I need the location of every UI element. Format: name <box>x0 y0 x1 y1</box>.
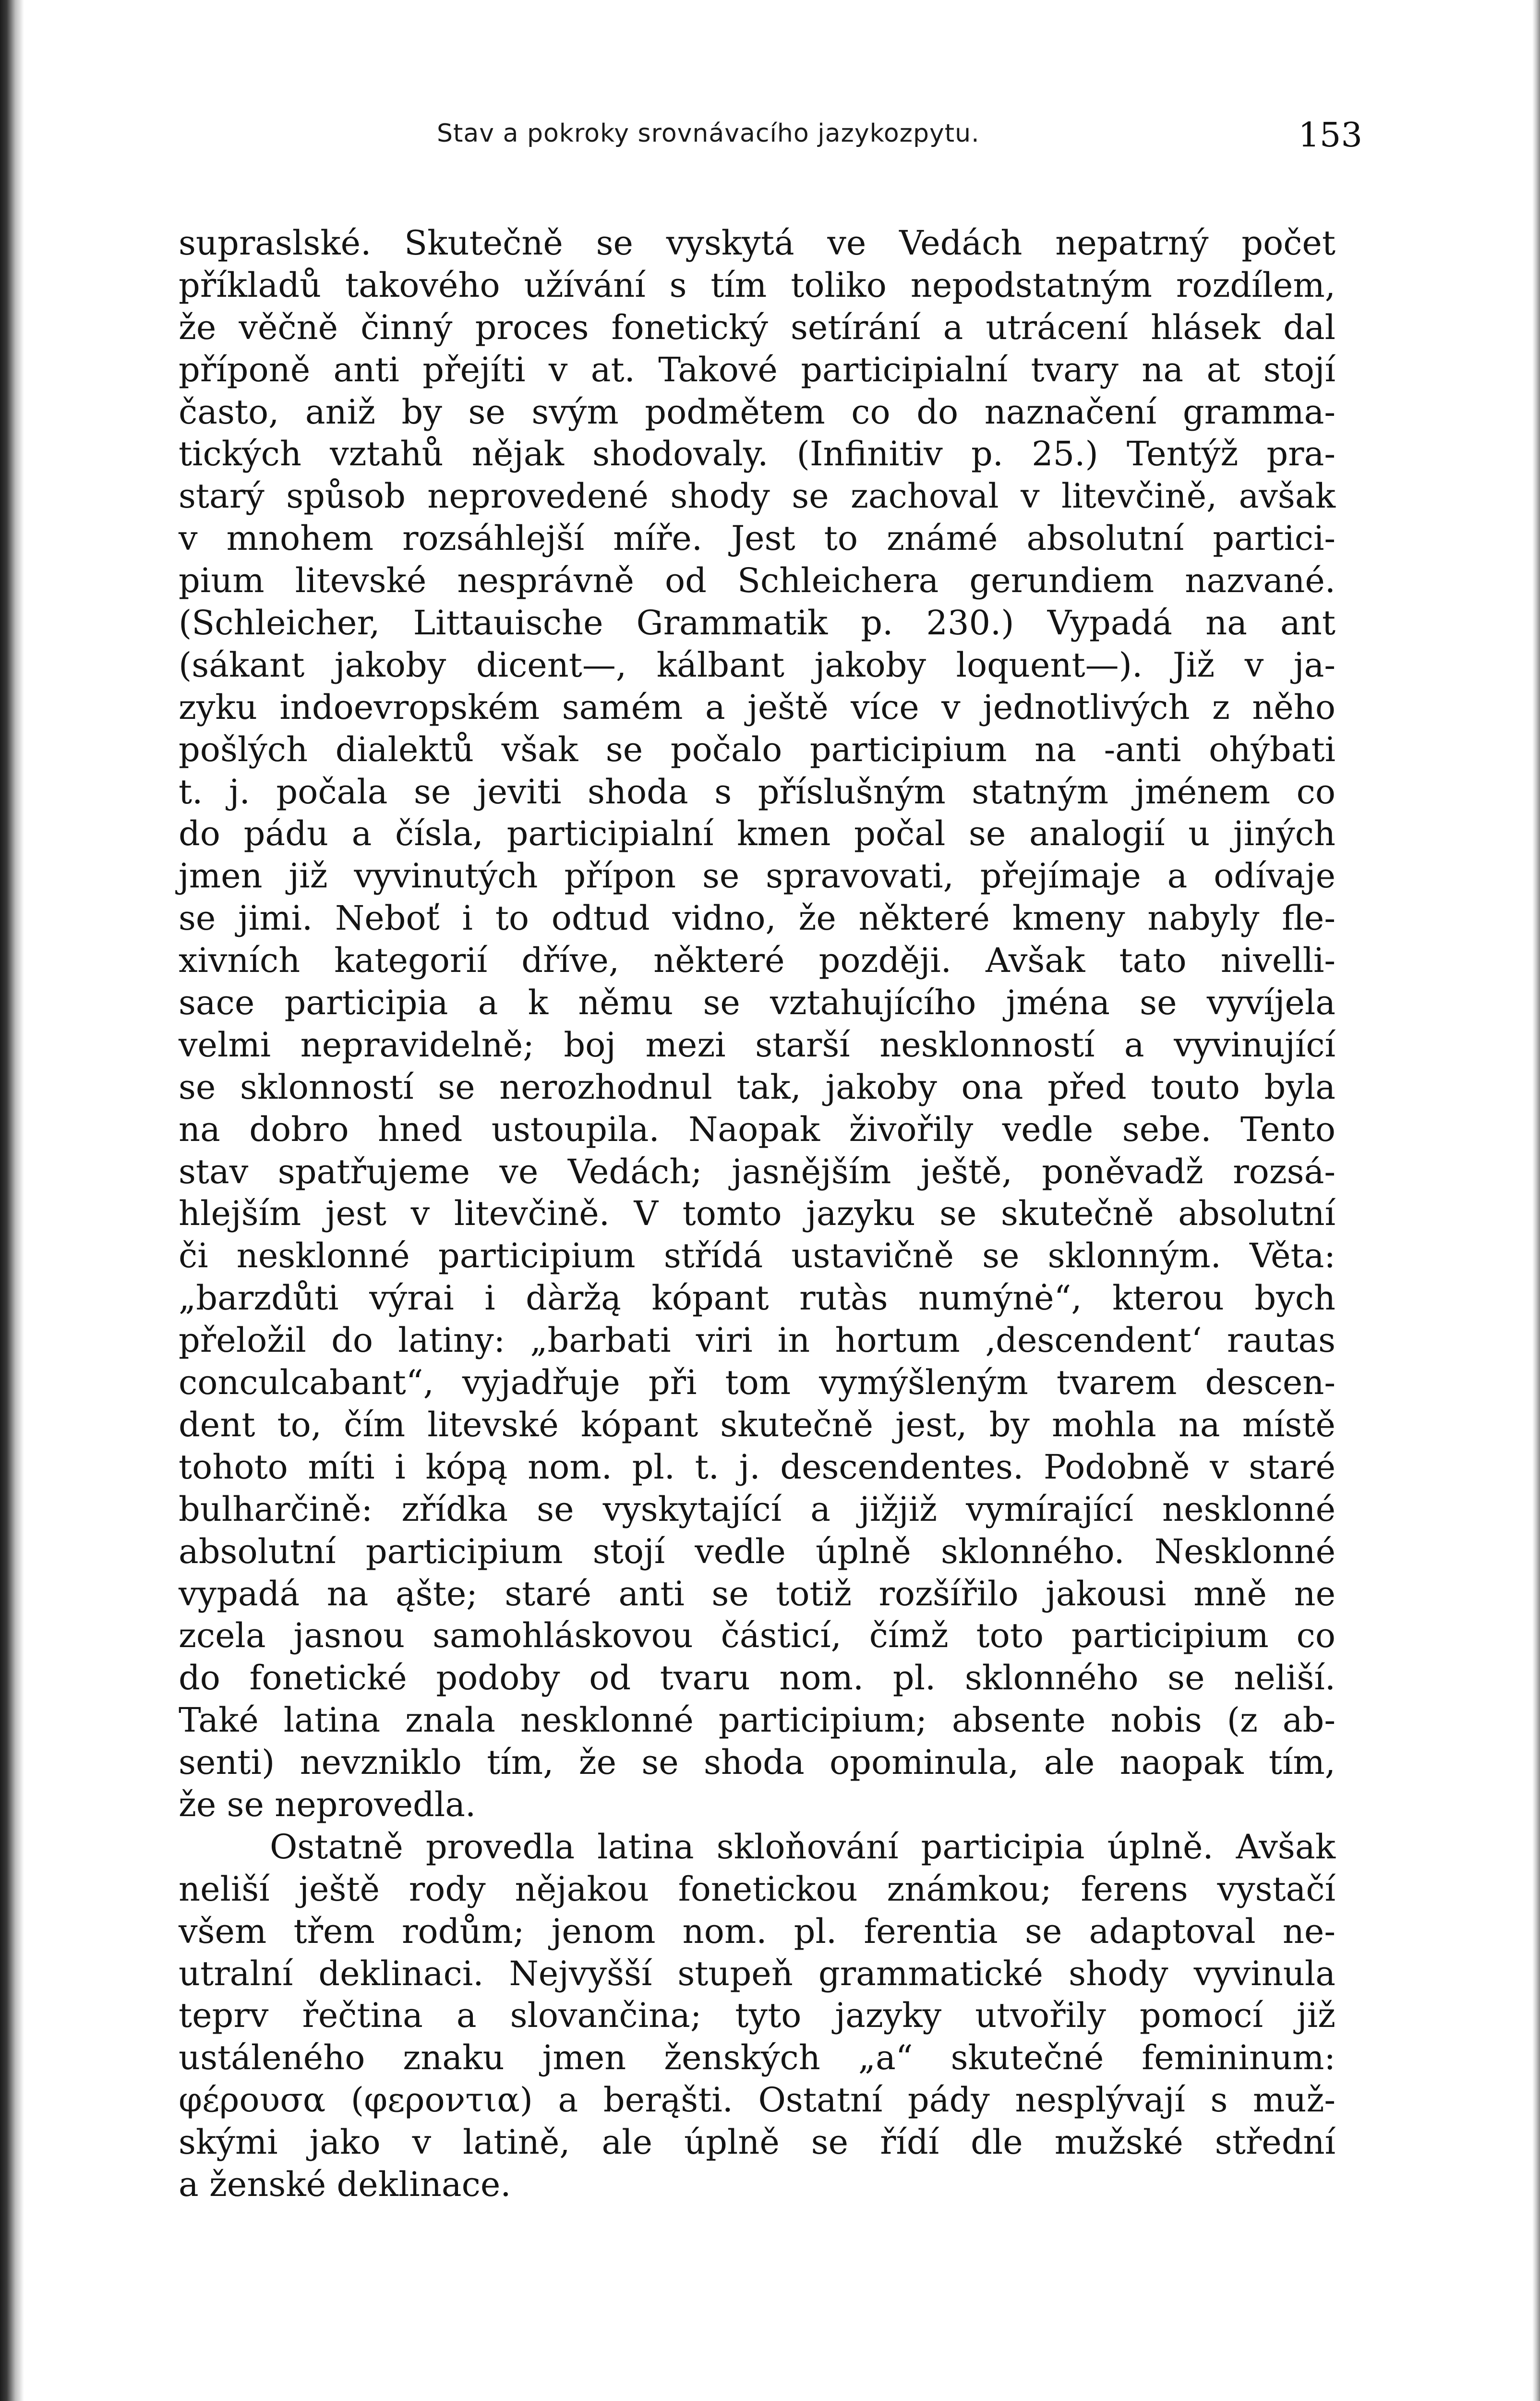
running-title: Stav a pokroky srovnávacího jazykozpytu. <box>437 119 980 148</box>
text-line: bulharčině: zřídka se vyskytající a jižjiž vymírající nesklonné <box>179 1489 1335 1529</box>
text-line: zcela jasnou samohláskovou částicí, čímž toto participium co <box>179 1616 1335 1656</box>
text-line: (Schleicher, Littauische Grammatik p. 230.) Vypadá na ant <box>179 603 1335 643</box>
text-line: pium litevské nesprávně od Schleichera gerundiem nazvané. <box>179 561 1335 601</box>
text-line: t. j. počala se jeviti shoda s příslušným statným jménem co <box>179 772 1335 812</box>
text-line: sace participia a k němu se vztahujícího jména se vyvíjela <box>179 983 1335 1023</box>
text-line: pošlých dialektů však se počalo participium na -anti ohýbati <box>179 729 1335 769</box>
scan-right-edge-shadow <box>1532 0 1540 2401</box>
text-line: velmi nepravidelně; boj mezi starší nesklonností a vyvinující <box>179 1025 1335 1065</box>
text-line: starý spůsob neprovedené shody se zachoval v litevčině, avšak <box>179 476 1335 516</box>
text-line: tohoto míti i kópą nom. pl. t. j. descendentes. Podobně v staré <box>179 1447 1335 1487</box>
text-line: tických vztahů nějak shodovaly. (Infinitiv p. 25.) Tentýž pra- <box>179 434 1335 474</box>
body-text <box>179 222 1335 2206</box>
text-line: že věčně činný proces fonetický setírání a utrácení hlásek dal <box>179 307 1335 347</box>
text-line: a ženské deklinace. <box>179 2164 511 2204</box>
text-line: do fonetické podoby od tvaru nom. pl. sklonného se neliší. <box>179 1658 1335 1698</box>
text-line: supraslské. Skutečně se vyskytá ve Vedách nepatrný počet <box>179 223 1335 263</box>
text-line: neliší ještě rody nějakou fonetickou známkou; ferens vystačí <box>179 1869 1335 1909</box>
text-line: xivních kategorií dříve, některé později. Avšak tato nivelli- <box>179 941 1335 981</box>
text-line: příponě anti přejíti v at. Takové participialní tvary na at stojí <box>179 350 1335 389</box>
text-line: přeložil do latiny: „barbati viri in hortum ‚descendent‘ rautas <box>179 1321 1335 1360</box>
text-line: jmen již vyvinutých přípon se spravovati, přejímaje a odívaje <box>179 856 1335 896</box>
text-line: na dobro hned ustoupila. Naopak živořily vedle sebe. Tento <box>179 1109 1335 1149</box>
text-line: se jimi. Neboť i to odtud vidno, že některé kmeny nabyly fle- <box>179 898 1335 938</box>
text-line: teprv řečtina a slovančina; tyto jazyky utvořily pomocí již <box>179 1996 1335 2036</box>
text-line: v mnohem rozsáhlejší míře. Jest to známé absolutní partici- <box>179 519 1335 558</box>
text-line: Také latina znala nesklonné participium; absente nobis (z ab- <box>179 1700 1335 1740</box>
text-line: či nesklonné participium střídá ustavičně se sklonným. Věta: <box>179 1236 1335 1276</box>
text-line: Ostatně provedla latina skloňování participia úplně. Avšak <box>270 1827 1335 1867</box>
text-line: utralní deklinaci. Nejvyšší stupeň grammatické shody vyvinula <box>179 1953 1335 1993</box>
text-line: příkladů takového užívání s tím toliko nepodstatným rozdílem, <box>179 265 1335 305</box>
text-line: dent to, čím litevské kópant skutečně jest, by mohla na místě <box>179 1405 1335 1444</box>
text-line: stav spatřujeme ve Vedách; jasnějším ještě, poněvadž rozsá- <box>179 1152 1335 1191</box>
text-line: φέρουσα (φερoντια) a berąšti. Ostatní pády nesplývají s muž- <box>179 2080 1335 2120</box>
text-line: (sákant jakoby dicent—, kálbant jakoby loquent—). Již v ja- <box>179 645 1335 685</box>
text-line: že se neprovedla. <box>179 1784 476 1824</box>
text-line: ustáleného znaku jmen ženských „a“ skutečné femininum: <box>179 2038 1335 2078</box>
text-line: vypadá na ąšte; staré anti se totiž rozšířilo jakousi mně ne <box>179 1574 1335 1613</box>
text-line: se sklonností se nerozhodnul tak, jakoby ona před touto byla <box>179 1067 1335 1107</box>
scan-left-edge-shadow <box>0 0 24 2401</box>
text-line: senti) nevzniklo tím, že se shoda opominula, ale naopak tím, <box>179 1743 1335 1783</box>
page-header <box>178 114 1362 172</box>
text-line: skými jako v latině, ale úplně se řídí dle mužské střední <box>179 2122 1335 2162</box>
text-line: hlejším jest v litevčině. V tomto jazyku se skutečně absolutní <box>179 1194 1335 1234</box>
text-line: absolutní participium stojí vedle úplně sklonného. Nesklonné <box>179 1531 1335 1571</box>
text-line: conculcabant“, vyjadřuje při tom vymýšleným tvarem descen- <box>179 1363 1335 1403</box>
text-line: do pádu a čísla, participialní kmen počal se analogií u jiných <box>179 814 1335 854</box>
page-number: 153 <box>1298 115 1362 155</box>
text-line: „barzdůti výrai i dàržą kópant rutàs numýnė“, kterou bych <box>179 1278 1335 1318</box>
text-line: často, aniž by se svým podmětem co do naznačení gramma- <box>179 392 1335 432</box>
text-line: všem třem rodům; jenom nom. pl. ferentia se adaptoval ne- <box>179 1911 1335 1951</box>
text-line: zyku indoevropském samém a ještě více v jednotlivých z něho <box>179 687 1335 727</box>
